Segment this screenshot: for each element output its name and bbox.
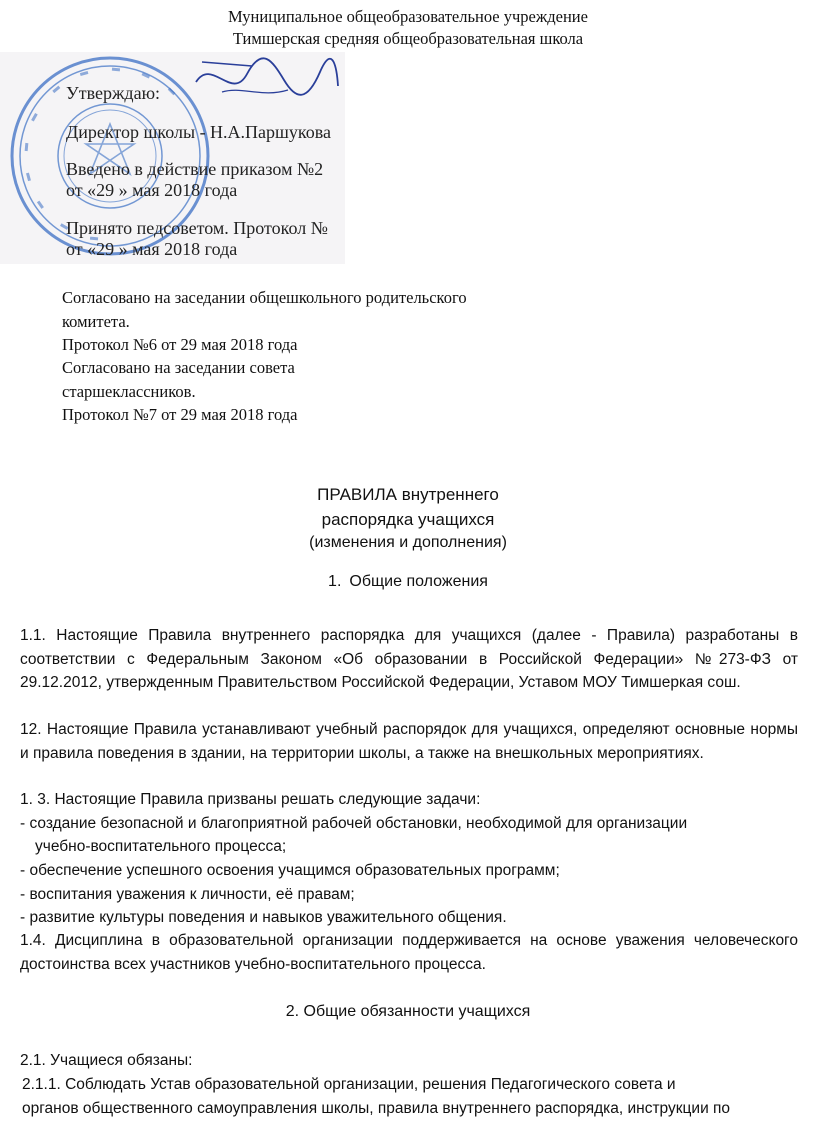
org-name-line2: Тимшерская средняя общеобразовательная школа — [232, 29, 584, 48]
list-item-3: - воспитания уважения к личности, её правам; — [20, 886, 355, 903]
section1-heading-number: 1. — [328, 573, 342, 590]
agreed-line5: старшеклассников. — [62, 382, 196, 401]
paragraph-1-3: 1. 3. Настоящие Правила призваны решать следующие задачи: — [20, 791, 481, 808]
list-item-2: - обеспечение успешного освоения учащимся образовательных программ; — [20, 862, 560, 879]
council-line: Принято педсоветом. Протокол № — [66, 218, 328, 238]
document-subtitle: (изменения и дополнения) — [309, 534, 507, 551]
paragraph-2-1-1-continued: органов общественного самоуправления школы, правила внутреннего распорядка, инструкции по — [22, 1100, 731, 1117]
paragraph-1-2: 12. Настоящие Правила устанавливают учебный распорядок для учащихся, определяют основные нормы и правила поведения в здании, на территории школы, а также на внешкольных мероприятиях. — [20, 721, 798, 762]
agreed-line4: Согласовано на заседании совета — [62, 358, 295, 377]
document-title-line2: распорядка учащихся — [321, 510, 495, 529]
section2-heading: 2. Общие обязанности учащихся — [285, 1003, 531, 1020]
order-line: Введено в действие приказом №2 — [66, 159, 324, 179]
agreed-line2: комитета. — [62, 312, 130, 331]
director-signature-icon — [192, 52, 342, 112]
paragraph-1-4: 1.4. Дисциплина в образовательной организации поддерживается на основе уважения человеческого достоинства всех участников учебно-воспитательного процесса. — [20, 932, 798, 973]
agreed-line1: Согласовано на заседании общешкольного родительского — [62, 288, 467, 307]
list-item-1: - создание безопасной и благоприятной рабочей обстановки, необходимой для организации — [20, 815, 688, 832]
paragraph-2-1: 2.1. Учащиеся обязаны: — [20, 1052, 193, 1069]
section1-heading — [0, 573, 816, 591]
section1-heading-text: Общие положения — [349, 573, 488, 590]
paragraph-1-1: 1.1. Настоящие Правила внутреннего распорядка для учащихся (далее - Правила) разработаны в соответствии с Федеральным Законом «Об образовании в Российской Федерации» №273-ФЗ от 29.12.2012, утвержденным Правительством Российской Федерации, Уставом МОУ Тимшеркая сош. — [20, 627, 798, 691]
list-item-4: - развитие культуры поведения и навыков уважительного общения. — [20, 909, 507, 926]
order-date-line: от «29 » мая 2018 года — [66, 180, 238, 200]
agreed-line6: Протокол №7 от 29 мая 2018 года — [62, 405, 298, 424]
paragraph-2-1-1: 2.1.1. Соблюдать Устав образовательной организации, решения Педагогического совета и — [22, 1076, 676, 1093]
agreed-line3: Протокол №6 от 29 мая 2018 года — [62, 335, 298, 354]
director-line: Директор школы - Н.А.Паршукова — [66, 122, 331, 142]
org-name-line1: Муниципальное общеобразовательное учреждение — [228, 7, 588, 26]
list-item-1-continued: учебно-воспитательного процесса; — [35, 838, 287, 855]
document-title-line1: ПРАВИЛА внутреннего — [317, 485, 499, 504]
approve-label: Утверждаю: — [66, 83, 161, 103]
council-date-line: от «29 » мая 2018 года — [66, 239, 238, 259]
